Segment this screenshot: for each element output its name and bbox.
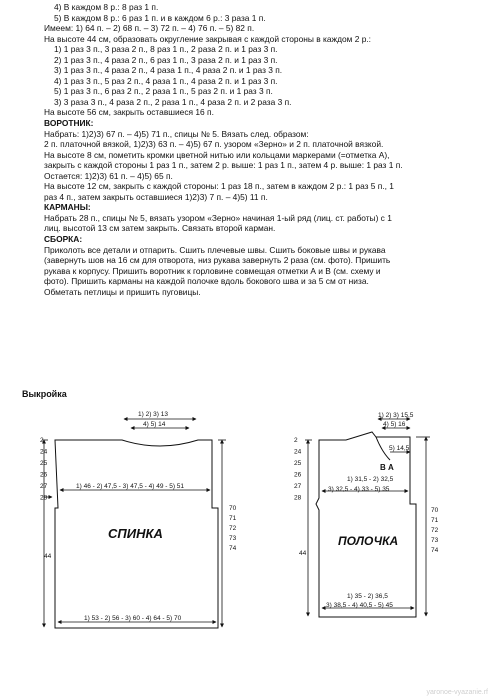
section-heading: СБОРКА: <box>44 234 83 245</box>
text-line: 5) 1 раз 3 п., 6 раз 2 п., 2 раза 1 п., 5 раз 2 п. и 1 раз 3 п. <box>54 86 273 97</box>
text-line: На высоте 12 см, закрыть с каждой стороны: 1 раз 18 п., затем в каждом 2 р.: 1 раз 5 п., 1 <box>44 181 394 192</box>
section-heading: ВОРОТНИК: <box>44 118 94 129</box>
front-total-height-label: 74 <box>431 547 439 554</box>
back-left-side-label: 44 <box>44 553 52 560</box>
text-line: 3) 3 раза 3 п., 4 раза 2 п., 2 раза 1 п., 4 раза 2 п. и 2 раза 3 п. <box>54 96 292 107</box>
text-line: рукава к корпусу. Пришить воротник к горловине совмещая отметки А и В (см. схему и <box>44 265 381 276</box>
text-line: Обметать петлицы и пришить пуговицы. <box>44 286 201 297</box>
front-bottom-label-2: 3) 38,5 - 4) 40,5 - 5) 45 <box>326 602 393 609</box>
text-line: На высоте 56 см, закрыть оставшиеся 16 п. <box>44 107 214 118</box>
front-top-label-3: 5) 14,5 <box>389 445 410 452</box>
back-total-height-label: 74 <box>229 545 237 552</box>
back-neck-label: 1) 2) 3) 13 <box>138 411 168 418</box>
back-total-height-label: 70 <box>229 505 237 512</box>
front-left-side-label: 44 <box>299 550 307 557</box>
back-total-height-label: 73 <box>229 535 237 542</box>
front-total-height-label: 72 <box>431 527 439 534</box>
front-height-label: 24 <box>294 448 302 456</box>
back-total-height-label: 72 <box>229 525 237 532</box>
back-piece-name: СПИНКА <box>108 526 163 541</box>
text-line: Набрать 28 п., спицы № 5, вязать узором «Зерно» начиная 1-ый ряд (лиц. ст. работы) с 1 <box>44 212 392 223</box>
text-line: (завернуть шов на 16 см для отворота, низ рукава завернуть 2 раза (см. фото). Пришить <box>44 255 391 266</box>
front-chest-label-1: 1) 31,5 - 2) 32,5 <box>347 476 394 483</box>
front-top-label-2: 4) 5) 16 <box>383 421 406 428</box>
text-line: 2 п. платочной вязкой, 1)2)3) 63 п. – 4)5) 67 п. узором «Зерно» и 2 п. платочной вязкой. <box>44 139 384 150</box>
front-height-label: 26 <box>294 471 302 479</box>
text-line: Остается: 1)2)3) 61 п. – 4)5) 65 п. <box>44 170 173 181</box>
text-line: 4) В каждом 8 р.: 8 раз 1 п. <box>54 2 159 12</box>
text-line: На высоте 8 см, пометить кромки цветной нитью или кольцами маркерами (=отметка А), <box>44 149 390 160</box>
text-line: 1) 1 раз 3 п., 3 раза 2 п., 8 раз 1 п., 2 раза 2 п. и 1 раз 3 п. <box>54 44 278 55</box>
back-height-label: 24 <box>40 448 48 456</box>
text-line: лиц. высотой 13 см затем закрыть. Связать второй карман. <box>44 223 276 234</box>
front-total-height-label: 70 <box>431 507 439 514</box>
text-line: 5) В каждом 8 р.: 6 раз 1 п. и в каждом 6 р.: 3 раза 1 п. <box>54 12 266 23</box>
back-neck-label-2: 4) 5) 14 <box>143 421 166 428</box>
text-line: закрыть с каждой стороны 1 раз 1 п., затем 2 р. выше: 1 раз 1 п., затем 4 р. выше: 1 раз 1 п. <box>44 160 403 171</box>
text-line: 2) 1 раз 3 п., 4 раза 2 п., 6 раз 1 п., 3 раза 2 п. и 1 раз 3 п. <box>54 54 278 65</box>
text-line: раз 4 п., затем закрыть оставшиеся 1)2)3) 7 п. – 4)5) 11 п. <box>44 191 268 202</box>
front-markers: В А <box>380 463 394 472</box>
front-piece <box>316 432 416 617</box>
front-height-label: 27 <box>294 483 302 490</box>
front-chest-label-2: 3) 32,5 - 4) 33 - 5) 35 <box>328 486 390 493</box>
section-heading: КАРМАНЫ: <box>44 202 91 213</box>
back-height-label: 26 <box>40 471 48 479</box>
text-line: Имеем: 1) 64 п. – 2) 68 п. – 3) 72 п. – 4) 76 п. – 5) 82 п. <box>44 23 255 34</box>
back-height-label: 25 <box>40 460 48 467</box>
text-line: Набрать: 1)2)3) 67 п. – 4)5) 71 п., спицы № 5. Вязать след. образом: <box>44 128 309 139</box>
front-height-label: 2 <box>294 437 298 444</box>
back-height-label: 27 <box>40 483 48 490</box>
front-total-height-label: 73 <box>431 537 439 544</box>
back-total-height-label: 71 <box>229 515 237 522</box>
front-top-label-1: 1) 2) 3) 15,5 <box>378 412 414 419</box>
front-height-label: 28 <box>294 494 302 502</box>
text-line: На высоте 44 см, образовать округление закрывая с каждой стороны в каждом 2 р.: <box>44 33 372 44</box>
back-chest-label: 1) 46 - 2) 47,5 - 3) 47,5 - 4) 49 - 5) 51 <box>76 483 185 490</box>
back-height-label: 2 <box>40 437 44 444</box>
front-height-label: 25 <box>294 460 302 467</box>
front-piece-name: ПОЛОЧКА <box>338 534 399 548</box>
text-line: фото). Пришить карманы на каждой полочке вдоль бокового шва и за 5 см от низа. <box>44 276 369 287</box>
back-bottom-label: 1) 53 - 2) 56 - 3) 60 - 4) 64 - 5) 70 <box>84 615 182 622</box>
text-line: 3) 1 раз 3 п., 4 раза 2 п., 4 раза 1 п., 4 раза 2 п. и 1 раз 3 п. <box>54 65 283 76</box>
front-total-height-label: 71 <box>431 517 439 524</box>
watermark: yaronoe-vyazanie.rf <box>426 689 488 696</box>
text-line: 4) 1 раз 3 п., 5 раз 2 п., 4 раза 1 п., 4 раза 2 п. и 1 раз 3 п. <box>54 75 278 86</box>
pattern-title: Выкройка <box>22 389 67 399</box>
front-bottom-label-1: 1) 35 - 2) 36,5 <box>347 593 388 600</box>
text-line: Приколоть все детали и отпарить. Сшить плечевые швы. Сшить боковые швы и рукава <box>44 244 386 255</box>
back-height-label: 28 <box>40 494 48 502</box>
